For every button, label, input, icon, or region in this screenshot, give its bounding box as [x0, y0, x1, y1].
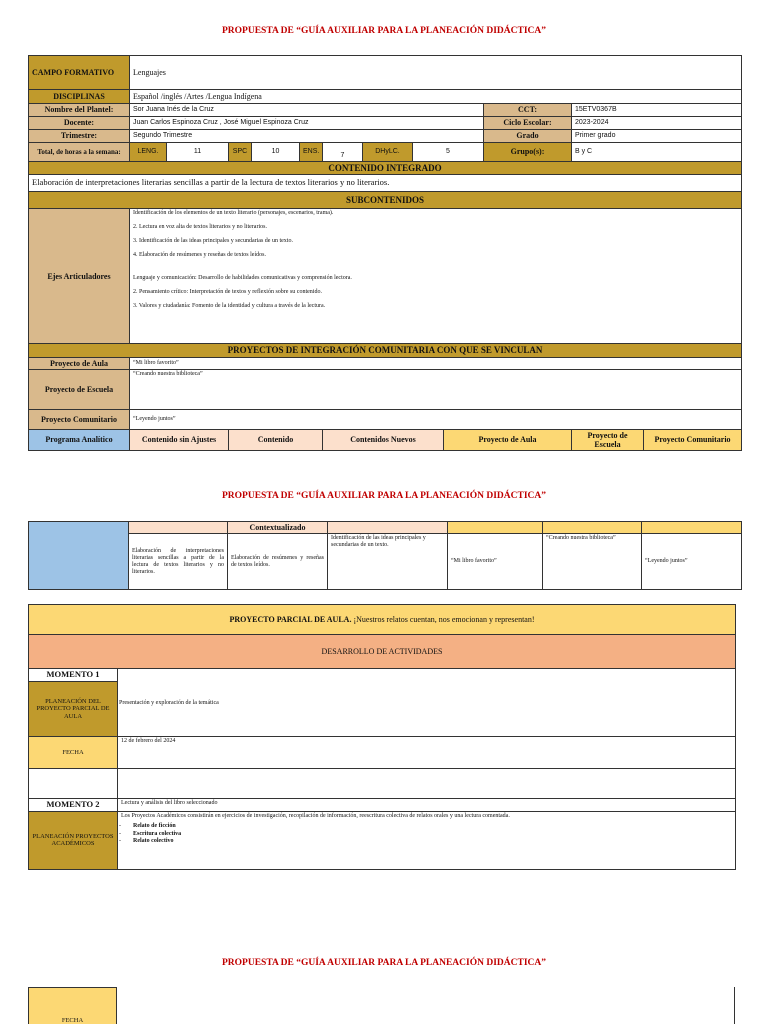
cct-value: 15ETV0367B [572, 104, 742, 117]
hours-label: SPC [229, 143, 252, 162]
grupos-label: Grupo(s): [484, 143, 572, 162]
parcial-table [28, 604, 736, 870]
bullet-item: - Escritura colectiva [133, 831, 732, 839]
planeacion1-label: PLANEACIÓN DEL PROYECTO PARCIAL DE AULA [29, 681, 118, 736]
programa-header: Programa Analítico [29, 429, 130, 450]
programa-header: Contenido [229, 429, 323, 450]
programa-cell: “Leyendo juntos” [642, 534, 742, 590]
programa-header: Contenidos Nuevos [323, 429, 444, 450]
subcontenidos-header: SUBCONTENIDOS [29, 192, 742, 209]
subcontenidos-body [130, 209, 742, 344]
programa-header: Contenido sin Ajustes [130, 429, 229, 450]
programa-cell: Elaboración de resúmenes y reseñas de textos leídos. [228, 534, 328, 590]
aula-value: “Mi libro favorito” [130, 357, 742, 369]
programa-header: Proyecto Comunitario [644, 429, 742, 450]
planeacion2-body [118, 811, 736, 869]
contenido-text: Elaboración de interpretaciones literarias sencillas a partir de la lectura de textos literarios y no literarios. [29, 175, 742, 192]
cct-label: CCT: [484, 104, 572, 117]
programa-header: Proyecto de Escuela [572, 429, 644, 450]
docente-value: Juan Carlos Espinoza Cruz , José Miguel Espinoza Cruz [130, 117, 484, 130]
proyectos-header: PROYECTOS DE INTEGRACIÓN COMUNITARIA CON QUE SE VINCULAN [29, 344, 742, 357]
comunitario-label: Proyecto Comunitario [29, 409, 130, 429]
page3-fecha-cell [28, 987, 117, 1024]
fecha-value: 12 de febrero del 2024 [118, 736, 736, 768]
ejes-label: Ejes Articuladores [29, 209, 130, 344]
eje-item: 2. Pensamiento crítico: Interpretación de textos y reflexión sobre su contenido. [133, 288, 322, 295]
hours-value: 5 [413, 143, 484, 162]
subcontenido-item: 3. Identificación de las ideas principales y secundarias de un texto. [133, 238, 293, 245]
hours-value: 11 [167, 143, 229, 162]
planning-table [28, 55, 742, 451]
page-title: PROPUESTA DE “GUÍA AUXILIAR PARA LA PLANEACIÓN DIDÁCTICA” [221, 26, 546, 36]
parcial-title-rest: ¡Nuestros relatos cuentan, nos emocionan y representan! [351, 614, 535, 624]
page-title: PROPUESTA DE “GUÍA AUXILIAR PARA LA PLANEACIÓN DIDÁCTICA” [221, 958, 546, 968]
trimestre-label: Trimestre: [29, 130, 130, 143]
fecha-label: FECHA [29, 736, 118, 768]
programa-header: Proyecto de Aula [444, 429, 572, 450]
bullet-item: - Relato de ficción [133, 823, 732, 831]
ciclo-value: 2023-2024 [572, 117, 742, 130]
disciplinas-value: Español /inglés /Artes /Lengua Indígena [130, 90, 742, 104]
eje-item: 3. Valores y ciudadanía: Fomento de la identidad y cultura a través de la lectura. [133, 302, 326, 309]
programa-cell: “Creando nuestra biblioteca” [543, 534, 642, 590]
grado-label: Grado [484, 130, 572, 143]
programa-cell: Elaboración de interpretaciones literarias sencillas a partir de la lectura de textos literarios y no literarios. [129, 534, 228, 590]
plantel-label: Nombre del Plantel: [29, 104, 130, 117]
subcontenido-item: 4. Elaboración de resúmenes y reseñas de textos leídos. [133, 252, 266, 259]
programa-cell: Identificación de las ideas principales y secundarias de un texto. [328, 534, 448, 590]
hours-label: DHyLC. [363, 143, 413, 162]
page3-fecha-label: FECHA [61, 1017, 84, 1024]
escuela-value: “Creando nuestra biblioteca” [130, 369, 742, 409]
subcontenido-item: 2. Lectura en voz alta de textos literarios y no literarios. [133, 224, 267, 231]
parcial-title [29, 605, 736, 635]
ciclo-label: Ciclo Escolar: [484, 117, 572, 130]
eje-item: Lenguaje y comunicación: Desarrollo de habilidades comunicativas y comprensión lectora. [133, 274, 352, 281]
escuela-label: Proyecto de Escuela [29, 369, 130, 409]
hours-label: LENG. [130, 143, 167, 162]
grupos-value: B y C [572, 143, 742, 162]
campo-value: Lenguajes [130, 56, 742, 90]
contextualizado-header: Contextualizado [228, 522, 328, 534]
hours-value: 7 [323, 143, 363, 162]
hours-label: ENS. [300, 143, 323, 162]
disciplinas-label: DISCIPLINAS [29, 90, 130, 104]
planeacion2-value: Los Proyectos Académicos consistirán en ejercicios de investigación, recopilación de información, reescritura colectiva de relatos orales y una lectura comentada. [121, 812, 510, 819]
aula-label: Proyecto de Aula [29, 357, 130, 369]
bullet-item: - Relato colectivo [133, 838, 732, 846]
planeacion2-label: PLANEACIÓN PROYECTOS ACADÉMICOS [29, 811, 118, 869]
hours-value: 10 [252, 143, 300, 162]
momento2-label: MOMENTO 2 [29, 798, 118, 811]
plantel-value: Sor Juana Inés de la Cruz [130, 104, 484, 117]
contenido-header: CONTENIDO INTEGRADO [29, 162, 742, 175]
subcontenido-item: Identificación de los elementos de un texto literario (personajes, escenarios, trama). [133, 210, 334, 217]
page-title: PROPUESTA DE “GUÍA AUXILIAR PARA LA PLANEACIÓN DIDÁCTICA” [221, 491, 546, 501]
parcial-title-bold: PROYECTO PARCIAL DE AULA. [229, 614, 352, 624]
programa-table [28, 521, 742, 590]
horas-label: Total, de horas a la semana: [29, 143, 130, 162]
trimestre-value: Segundo Trimestre [130, 130, 484, 143]
page3-right-border [734, 987, 735, 1024]
docente-label: Docente: [29, 117, 130, 130]
bullet-list [133, 823, 732, 846]
comunitario-value: “Leyendo juntos” [130, 409, 742, 429]
programa-blue-cell [29, 522, 129, 590]
campo-label: CAMPO FORMATIVO [29, 56, 130, 90]
desarrollo-header: DESARROLLO DE ACTIVIDADES [29, 635, 736, 669]
programa-cell: “Mi libro favorito” [448, 534, 543, 590]
grado-value: Primer grado [572, 130, 742, 143]
planeacion1-value: Presentación y exploración de la temática [119, 700, 219, 706]
momento1-label: MOMENTO 1 [29, 669, 118, 682]
momento2-value: Lectura y análisis del libro seleccionado [118, 798, 736, 811]
